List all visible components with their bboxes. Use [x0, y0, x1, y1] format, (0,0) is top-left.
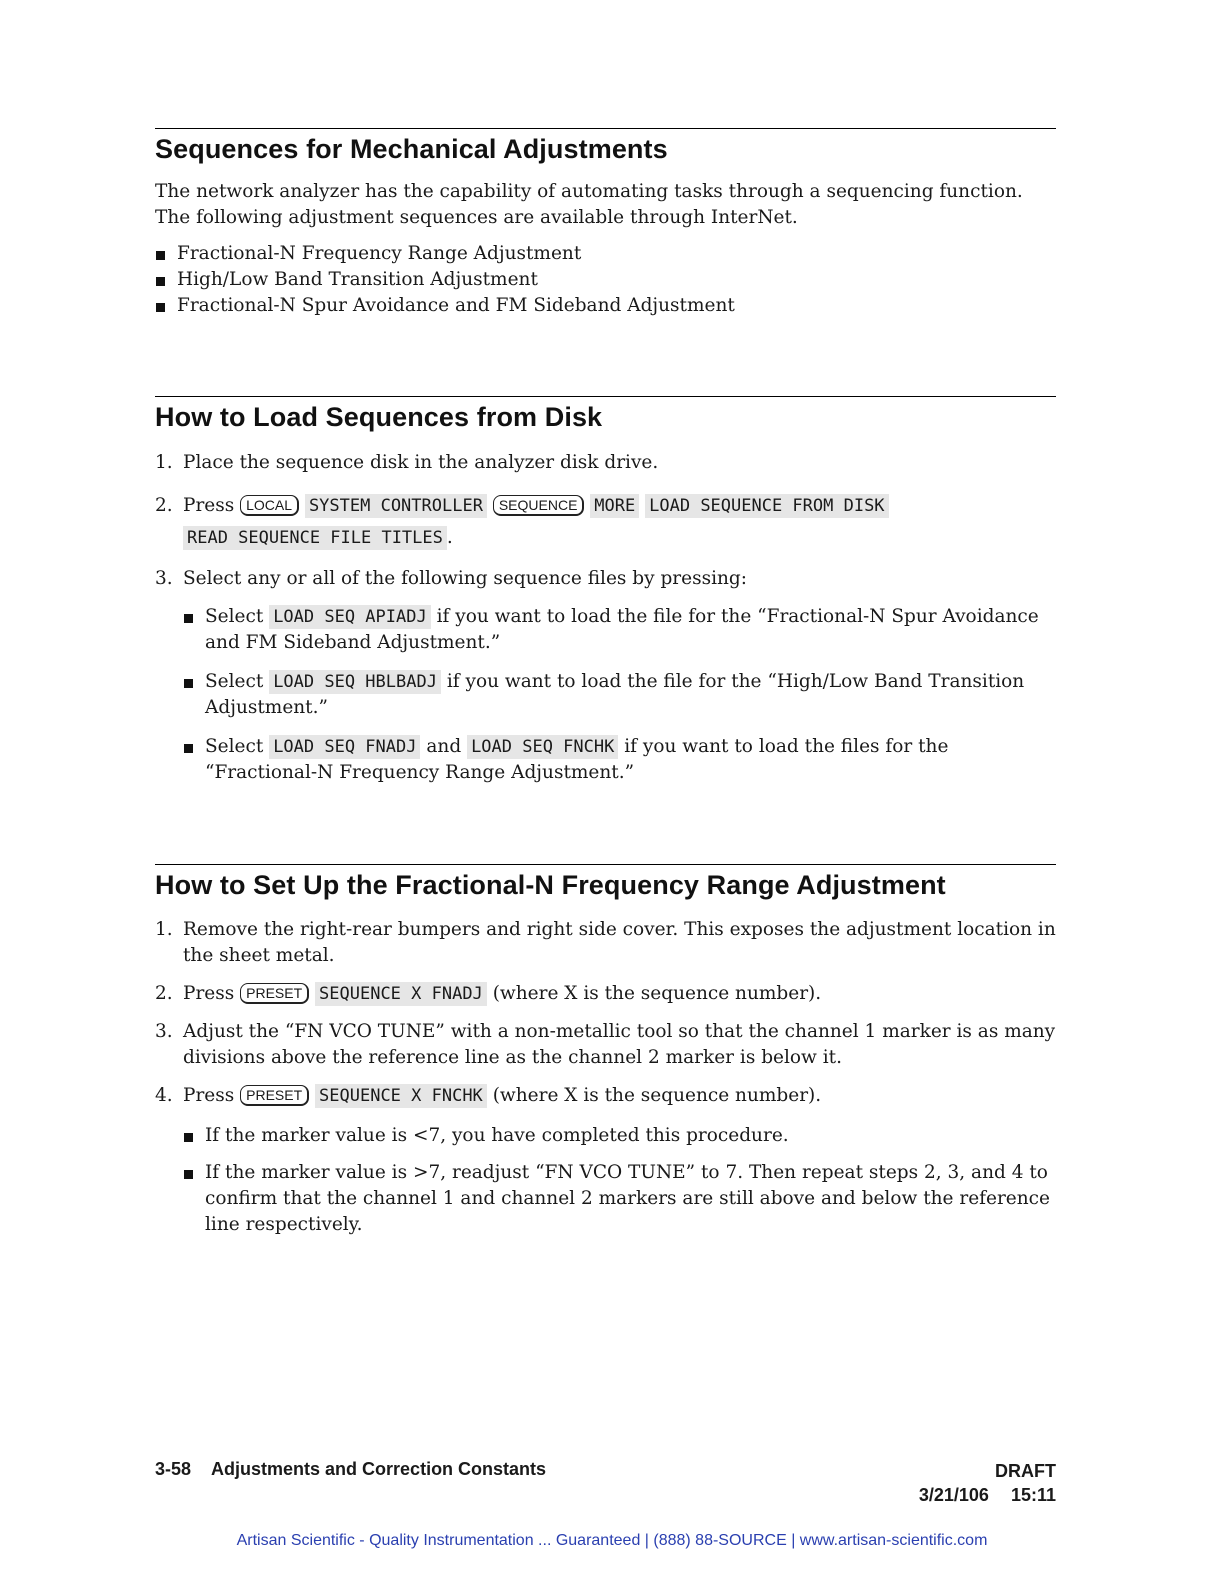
- setup-steps: [155, 917, 1056, 1238]
- list-item: [183, 604, 1056, 656]
- page-number: 3-58: [155, 1459, 192, 1479]
- intro-paragraph: The network analyzer has the capability of automating tasks through a sequencing function. The following adjustment sequences are available through InterNet.: [155, 181, 1023, 228]
- local-key[interactable]: LOCAL: [240, 495, 299, 516]
- item-text: if you want to load the file for the “Fractional-N Spur Avoidance and FM Sideband Adjustment.”: [205, 606, 1039, 653]
- sequence-x-fnchk-softkey[interactable]: SEQUENCE X FNCHK: [315, 1084, 487, 1108]
- step-1: [155, 917, 1056, 969]
- sequence-list: [155, 241, 1056, 319]
- step-4: [155, 1083, 1056, 1238]
- list-item: Fractional-N Frequency Range Adjustment: [155, 241, 1056, 267]
- section-rule: [155, 396, 1056, 397]
- item-text: if you want to load the files for the “Fractional-N Frequency Range Adjustment.”: [205, 736, 949, 783]
- vendor-banner-link[interactable]: Artisan Scientific - Quality Instrumentation ... Guaranteed | (888) 88-SOURCE | www.artisan-scientific.com: [236, 1532, 988, 1549]
- item-text: and: [426, 736, 462, 757]
- step-2: [155, 981, 1056, 1007]
- section-rule: [155, 864, 1056, 865]
- step-1: [155, 450, 1056, 476]
- list-item: [183, 734, 1056, 786]
- step-3: [155, 1019, 1056, 1071]
- sequence-key[interactable]: SEQUENCE: [493, 495, 585, 516]
- section-heading-fractional-n-setup: How to Set Up the Fractional-N Frequency Range Adjustment: [155, 870, 946, 900]
- step-text: Place the sequence disk in the analyzer disk drive.: [183, 452, 659, 473]
- marker-outcomes: [183, 1123, 1056, 1238]
- section-rule: [155, 128, 1056, 129]
- load-seq-fnadj-softkey[interactable]: LOAD SEQ FNADJ: [269, 735, 420, 759]
- more-softkey[interactable]: MORE: [590, 494, 639, 518]
- draft-date: 3/21/106: [918, 1485, 989, 1505]
- load-sequence-from-disk-softkey[interactable]: LOAD SEQUENCE FROM DISK: [645, 494, 888, 518]
- step-number: 1.: [155, 919, 173, 940]
- sequence-x-fnadj-softkey[interactable]: SEQUENCE X FNADJ: [315, 982, 487, 1006]
- load-seq-apiadj-softkey[interactable]: LOAD SEQ APIADJ: [269, 605, 431, 629]
- step-text: Adjust the “FN VCO TUNE” with a non-metallic tool so that the channel 1 marker is as many divisions above the reference line as the channel 2 marker is below it.: [183, 1021, 1056, 1068]
- list-item: [183, 669, 1056, 721]
- list-item: High/Low Band Transition Adjustment: [155, 267, 1056, 293]
- step-text: Select any or all of the following sequence files by pressing:: [183, 568, 747, 589]
- list-item: Fractional-N Spur Avoidance and FM Sideband Adjustment: [155, 293, 1056, 319]
- step-text: Press: [183, 983, 235, 1004]
- item-text: if you want to load the file for the “High/Low Band Transition Adjustment.”: [205, 671, 1025, 718]
- step-text: (where X is the sequence number).: [492, 983, 822, 1004]
- load-steps: [155, 450, 1056, 786]
- step-number: 4.: [155, 1085, 173, 1106]
- draft-label: DRAFT: [995, 1461, 1056, 1481]
- list-item: If the marker value is >7, readjust “FN VCO TUNE” to 7. Then repeat steps 2, 3, and 4 to confirm that the channel 1 and channel 2 markers are still above and below the reference line respectively.: [183, 1160, 1056, 1238]
- page-footer-left: [155, 1459, 546, 1480]
- step-number: 2.: [155, 983, 173, 1004]
- chapter-title: Adjustments and Correction Constants: [211, 1459, 547, 1479]
- preset-key[interactable]: PRESET: [240, 983, 309, 1004]
- step-text: Press: [183, 1085, 235, 1106]
- step-text: (where X is the sequence number).: [492, 1085, 822, 1106]
- load-seq-hblbadj-softkey[interactable]: LOAD SEQ HBLBADJ: [269, 670, 441, 694]
- item-text: Select: [205, 671, 264, 692]
- load-seq-fnchk-softkey[interactable]: LOAD SEQ FNCHK: [467, 735, 618, 759]
- system-controller-softkey[interactable]: SYSTEM CONTROLLER: [305, 494, 487, 518]
- step-text: Remove the right-rear bumpers and right side cover. This exposes the adjustment location in the sheet metal.: [183, 919, 1056, 966]
- item-text: Select: [205, 606, 264, 627]
- read-sequence-file-titles-softkey[interactable]: READ SEQUENCE FILE TITLES: [183, 526, 447, 550]
- step-text: Press: [183, 495, 235, 516]
- step-number: 3.: [155, 1021, 173, 1042]
- sequence-file-options: [183, 604, 1056, 786]
- preset-key[interactable]: PRESET: [240, 1085, 309, 1106]
- step-3: [155, 566, 1056, 786]
- draft-time: 15:11: [1010, 1485, 1056, 1505]
- section-heading-mechanical-adjustments: Sequences for Mechanical Adjustments: [155, 134, 668, 164]
- step-number: 1.: [155, 452, 173, 473]
- item-text: Select: [205, 736, 264, 757]
- list-item: If the marker value is <7, you have completed this procedure.: [183, 1123, 1056, 1149]
- page-footer-right: [919, 1459, 1056, 1507]
- step-number: 2.: [155, 495, 173, 516]
- step-number: 3.: [155, 568, 173, 589]
- step-2: [155, 490, 1056, 554]
- step-text: .: [446, 527, 453, 548]
- section-heading-load-sequences: How to Load Sequences from Disk: [155, 402, 603, 432]
